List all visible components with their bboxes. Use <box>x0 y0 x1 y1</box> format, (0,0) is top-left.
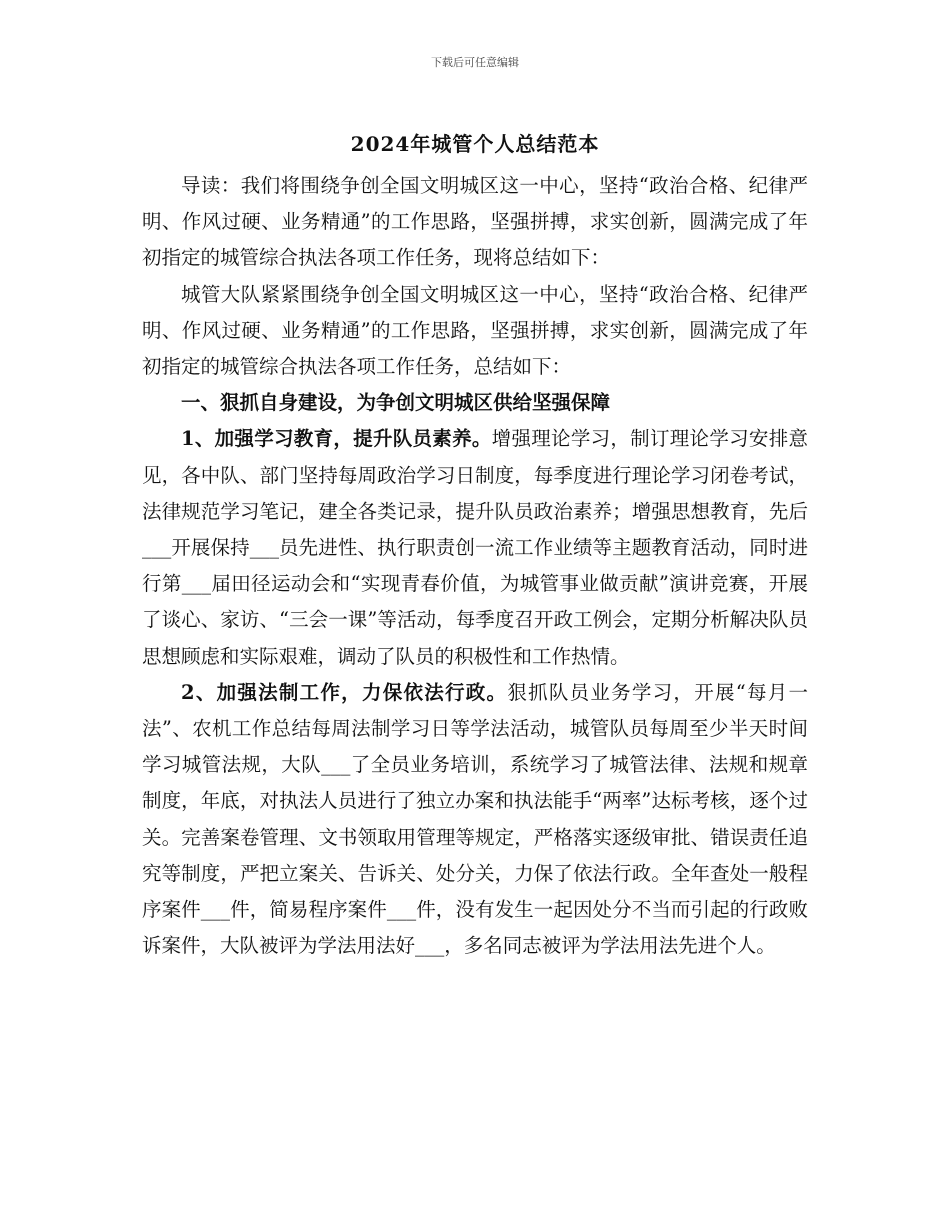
header-note: 下载后可任意编辑 <box>431 56 519 69</box>
document-title: 2024年城管个人总结范本 <box>350 132 600 156</box>
item-paragraph-1 <box>142 421 808 674</box>
item-lead-1: 1、加强学习教育，提升队员素养。 <box>181 427 492 451</box>
item-paragraph-2 <box>142 675 808 965</box>
summary-paragraph: 城管大队紧紧围绕争创全国文明城区这一中心，坚持“政治合格、纪律严明、作风过硬、业务精通”的工作思路，坚强拼搏，求实创新，圆满完成了年初指定的城管综合执法各项工作任务，总结如下： <box>142 282 808 379</box>
intro-paragraph: 导读：我们将围绕争创全国文明城区这一中心，坚持“政治合格、纪律严明、作风过硬、业务精通”的工作思路，坚强拼搏，求实创新，圆满完成了年初指定的城管综合执法各项工作任务，现将总结如下： <box>142 174 808 270</box>
document-body <box>142 168 808 964</box>
item-text-1: 增强理论学习，制订理论学习安排意见，各中队、部门坚持每周政治学习日制度，每季度进行理论学习闭卷考试，法律规范学习笔记，建全各类记录，提升队员政治素养；增强思想教育，先后___开展保持___员先进性、执行职责创一流工作业绩等主题教育活动，同时进行第___届田径运动会和“实现青春价值，为城管事业做贡献”演讲竞赛，开展了谈心、家访、“三会一课”等活动，每季度召开政工例会，定期分析解决队员思想顾虑和实际艰难，调动了队员的积极性和工作热情。 <box>142 427 808 668</box>
section-heading-1: 一、狠抓自身建设，为争创文明城区供给坚强保障 <box>181 391 611 415</box>
item-lead-2: 2、加强法制工作，力保依法行政。 <box>181 680 508 704</box>
item-text-2: 狠抓队员业务学习，开展“每月一法”、农机工作总结每周法制学习日等学法活动，城管队员每周至少半天时间学习城管法规，大队___了全员业务培训，系统学习了城管法律、法规和规章制度，年底，对执法人员进行了独立办案和执法能手“两率”达标考核，逐个过关。完善案卷管理、文书领取用管理等规定，严格落实逐级审批、错误责任追究等制度，严把立案关、告诉关、处分关，力保了依法行政。全年查处一般程序案件___件，简易程序案件___件，没有发生一起因处分不当而引起的行政败诉案件，大队被评为学法用法好___，多名同志被评为学法用法先进个人。 <box>142 680 808 958</box>
